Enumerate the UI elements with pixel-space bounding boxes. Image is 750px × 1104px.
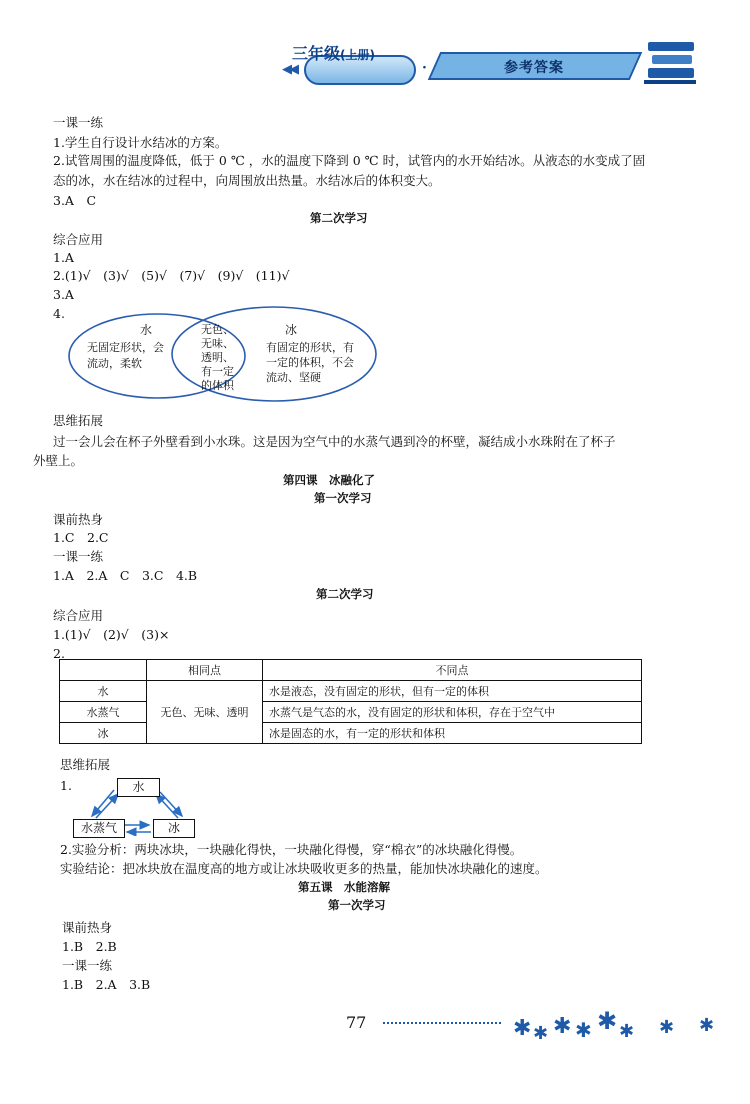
table-cell: 冰 (60, 723, 147, 744)
answer-line: 1.A (53, 250, 74, 265)
venn-left-text: 无固定形状，会 (87, 341, 164, 354)
grade-label: 三年级 (292, 44, 341, 63)
dotted-leader (383, 1022, 501, 1024)
answer-line: 1.A 2.A C 3.C 4.B (53, 568, 198, 583)
answer-line: 2.实验分析：两块冰块，一块融化得快，一块融化得慢，穿“棉衣”的冰块融化得慢。 (60, 842, 523, 857)
section-label-thinking: 思维拓展 (60, 757, 111, 772)
answer-line: 过一会儿会在杯子外壁看到小水珠。这是因为空气中的水蒸气遇到冷的杯壁，凝结成小水珠附在了杯子 (53, 434, 616, 449)
volume-label: (上册) (340, 48, 375, 62)
cycle-vapor-box: 水蒸气 (73, 819, 125, 838)
comparison-table (59, 659, 642, 744)
answer-line: 4. (53, 306, 65, 321)
venn-mid-text: 的体积 (201, 379, 234, 392)
dot-separator: · (422, 60, 427, 76)
table-cell: 水蒸气 (60, 702, 147, 723)
venn-left-text: 流动，柔软 (87, 357, 142, 370)
page-number: 77 (346, 1013, 367, 1032)
answer-line: 1.学生自行设计水结冰的方案。 (53, 135, 228, 150)
answer-line: 态的冰，水在结冰的过程中，向周围放出热量。水结冰后的体积变大。 (53, 173, 441, 188)
section-label-practice: 一课一练 (62, 958, 113, 973)
stacked-bars-icon (642, 38, 698, 86)
table-cell: 水蒸气是气态的水，没有固定的形状和体积，存在于空气中 (263, 702, 642, 723)
svg-text:✱: ✱ (533, 1023, 549, 1041)
lesson-heading: 第五课 水能溶解 (298, 880, 390, 894)
table-row (60, 681, 642, 702)
table-cell: 水 (60, 681, 147, 702)
table-cell: 无色、无味、透明 (147, 681, 263, 744)
section-title: 参考答案 (504, 60, 564, 76)
subheading: 第一次学习 (314, 491, 372, 505)
venn-right-text: 有固定的形状，有 (266, 341, 354, 354)
table-header-row (60, 660, 642, 681)
answer-line: 3.A (53, 287, 74, 302)
svg-text:✱: ✱ (659, 1017, 675, 1038)
answer-line: 1.B 2.A 3.B (62, 977, 151, 992)
venn-mid-text: 有一定 (201, 365, 234, 378)
subheading: 第二次学习 (316, 587, 374, 601)
table-cell: 水是液态，没有固定的形状，但有一定的体积 (263, 681, 642, 702)
table-header-cell: 不同点 (263, 660, 642, 681)
venn-mid-text: 无色、 (201, 323, 234, 336)
venn-mid-text: 无味、 (201, 337, 234, 350)
svg-text:✱: ✱ (513, 1016, 532, 1041)
answer-line: 1.B 2.B (62, 939, 117, 954)
svg-text:✱: ✱ (619, 1021, 635, 1041)
double-arrow-icon: ◀◀ (282, 62, 296, 77)
answer-line: 2.(1)√ (3)√ (5)√ (7)√ (9)√ (11)√ (53, 268, 290, 283)
section-label-practice: 一课一练 (53, 115, 104, 130)
page-header (282, 38, 702, 90)
table-header-cell (60, 660, 147, 681)
svg-text:✱: ✱ (553, 1014, 572, 1039)
arrow-water-to-ice (160, 792, 182, 816)
section-label-application: 综合应用 (53, 232, 104, 247)
cycle-water-box: 水 (117, 778, 160, 797)
svg-text:✱: ✱ (699, 1015, 715, 1036)
subheading: 第一次学习 (328, 898, 386, 912)
section-label-application: 综合应用 (53, 608, 104, 623)
answer-line: 1. (60, 778, 72, 793)
arrow-ice-to-water (156, 794, 178, 818)
section-label-warmup: 课前热身 (53, 512, 104, 527)
venn-right-title: 冰 (285, 323, 298, 337)
table-header-cell: 相同点 (147, 660, 263, 681)
svg-text:✱: ✱ (597, 1007, 618, 1035)
answer-line: 1.C 2.C (53, 530, 109, 545)
venn-right-text: 一定的体积，不会 (266, 356, 354, 369)
answer-line: 1.(1)√ (2)√ (3)× (53, 627, 170, 642)
answer-line: 2. (53, 646, 65, 661)
venn-mid-text: 透明、 (201, 351, 234, 364)
section-label-warmup: 课前热身 (62, 920, 113, 935)
subheading: 第二次学习 (310, 211, 368, 225)
section-label-practice: 一课一练 (53, 549, 104, 564)
table-cell: 冰是固态的水，有一定的形状和体积 (263, 723, 642, 744)
cycle-horizontal-arrows (123, 820, 153, 836)
cycle-ice-box: 冰 (153, 819, 195, 838)
star-decoration-icon (511, 1005, 721, 1041)
answer-line: 2.试管周围的温度降低，低于 0 ℃ ，水的温度下降到 0 ℃ 时，试管内的水开始结冰。从液态的水变成了固 (53, 153, 646, 168)
venn-right-text: 流动、坚硬 (266, 371, 321, 384)
svg-text:✱: ✱ (575, 1018, 592, 1041)
section-label-thinking: 思维拓展 (53, 413, 104, 428)
answer-line: 3.A C (53, 193, 97, 208)
answer-line: 外壁上。 (33, 453, 84, 468)
answer-line: 实验结论：把冰块放在温度高的地方或让冰块吸收更多的热量，能加快冰块融化的速度。 (60, 861, 548, 876)
venn-left-title: 水 (140, 323, 153, 337)
lesson-heading: 第四课 冰融化了 (283, 473, 375, 487)
